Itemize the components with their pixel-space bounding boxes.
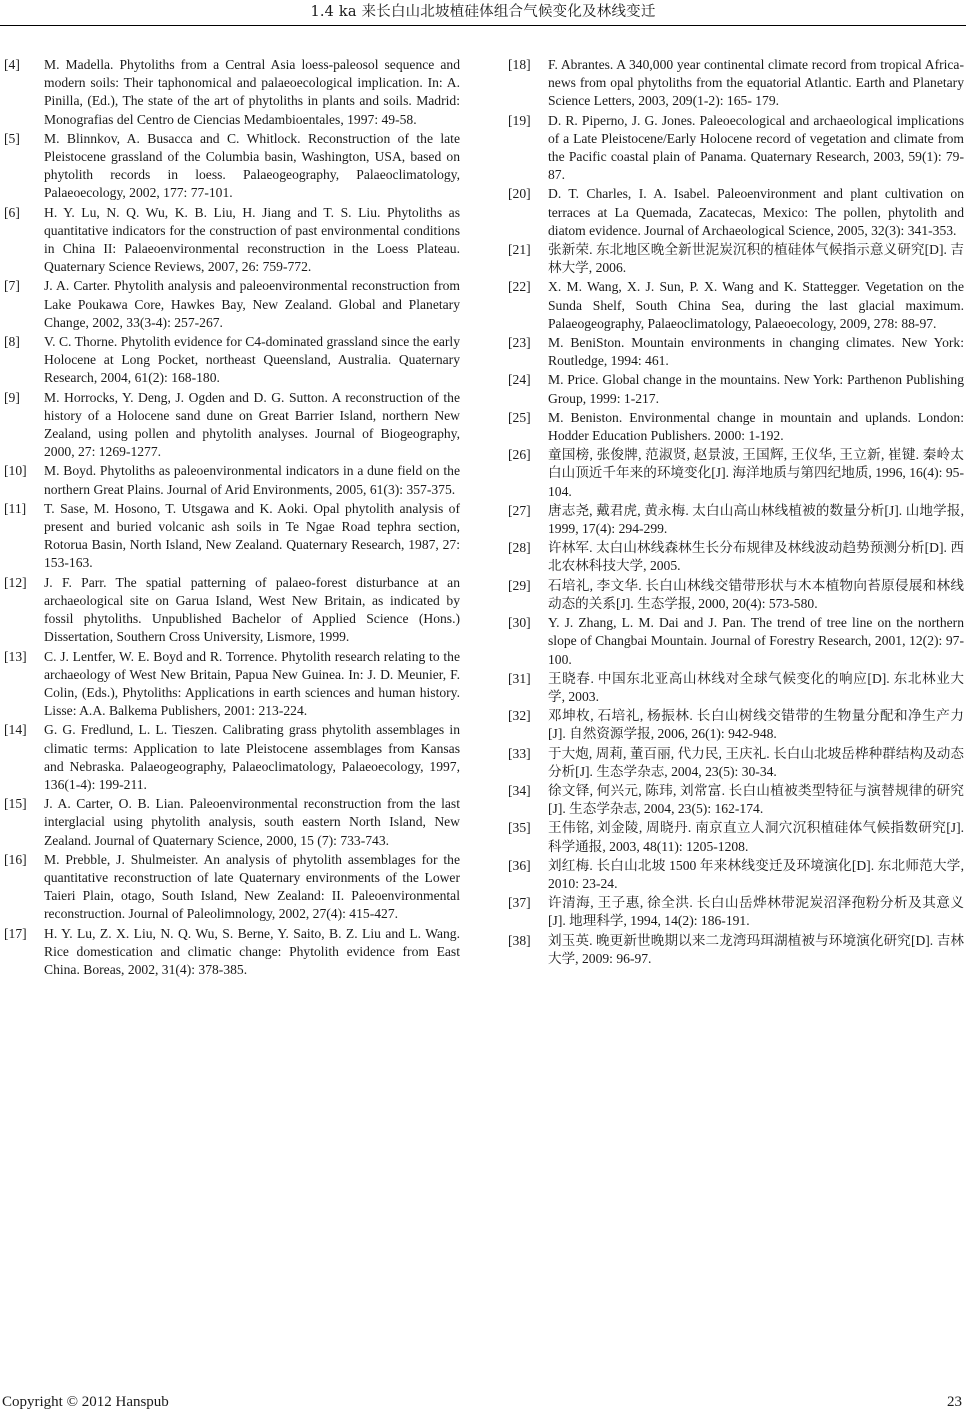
reference-entry — [4, 462, 460, 498]
reference-entry — [4, 389, 460, 462]
reference-entry — [4, 574, 460, 647]
reference-text: 徐文铎, 何兴元, 陈玮, 刘常富. 长白山植被类型特征与演替规律的研究[J]. 生态学杂志, 2004, 23(5): 162-174. — [548, 782, 964, 817]
reference-text: C. J. Lentfer, W. E. Boyd and R. Torrence. Phytolith research relating to the archaeology of West New Britain, Papua New Guinea. In: J. D. Meunier, F. Colin, (Eds.), Phytoliths: Applications in earth sciences and human history. Lisse: A.A. Balkema Publishers, 2001: 213-224. — [44, 648, 460, 719]
reference-text: G. G. Fredlund, L. L. Tieszen. Calibrating grass phytolith assemblages in climatic terms: Application to late Pleistocene assemblages from Kansas and Nebraska. Palaeogeography, Palaeoclimatology, Palaeoecology, 1997, 136(1-4): 199-211. — [44, 722, 460, 792]
reference-text: 童国榜, 张俊牌, 范淑贤, 赵景波, 王国辉, 王仪华, 王立新, 崔键. 秦岭太白山顶近千年来的环境变化[J]. 海洋地质与第四纪地质, 1996, 16(4): 95-104. — [548, 447, 964, 499]
reference-text: 王晓春. 中国东北亚高山林线对全球气候变化的响应[D]. 东北林业大学, 2003. — [548, 670, 964, 704]
reference-text: 唐志尧, 戴君虎, 黄永梅. 太白山高山林线植被的数量分析[J]. 山地学报, 1999, 17(4): 294-299. — [548, 502, 964, 537]
header-rule — [0, 25, 966, 26]
page-footer — [0, 1392, 966, 1412]
reference-text: T. Sase, M. Hosono, T. Utsgawa and K. Aoki. Opal phytolith analysis of present and buried volcanic ash soils in Te Ngae Road tephra section, Rotorua Basin, North Island, New Zealand. Quaternary Research, 1987, 27: 153-163. — [44, 500, 460, 571]
reference-entry — [4, 130, 460, 203]
reference-text: M. Madella. Phytoliths from a Central Asia loess-paleosol sequence and modern soils: Their taphonomical and palaeoecological implication. In: A. Pinilla, (Ed.), The state of the art of phytoliths in plants and soils. Madrid: Monografias del Centro de Ciencias Medambioentales, 1997: 49-58. — [44, 57, 460, 127]
reference-number: [8] — [4, 334, 20, 350]
reference-entry — [4, 925, 460, 980]
reference-number: [22] — [508, 279, 531, 295]
reference-number: [28] — [508, 540, 531, 556]
page-number: 23 — [947, 1394, 962, 1410]
reference-text: 于大炮, 周莉, 董百丽, 代力民, 王庆礼. 长白山北坡岳桦种群结构及动态分析[J]. 生态学杂志, 2004, 23(5): 30-34. — [548, 745, 964, 779]
reference-text: 石培礼, 李文华. 长白山林线交错带形状与木本植物向苔原侵展和林线动态的关系[J]. 生态学报, 2000, 20(4): 573-580. — [548, 577, 964, 611]
reference-number: [17] — [4, 925, 27, 941]
reference-entry — [508, 241, 964, 277]
reference-number: [13] — [4, 648, 27, 664]
reference-text: 邓坤枚, 石培礼, 杨振林. 长白山树线交错带的生物量分配和净生产力[J]. 自然资源学报, 2006, 26(1): 942-948. — [548, 708, 964, 742]
reference-entry — [508, 614, 964, 669]
reference-entry — [508, 707, 964, 743]
reference-text: D. R. Piperno, J. G. Jones. Paleoecological and archaeological implications of a Late Pleistocene/Early Holocene record of vegetation and climate from the Pacific coastal plain of Panama. Quaternary Research, 2003, 59(1): 79-87. — [548, 112, 964, 183]
reference-text: X. M. Wang, X. J. Sun, P. X. Wang and K. Stattegger. Vegetation on the Sunda Shelf, South China Sea, during the last glacial maximum. Palaeogeography, Palaeoclimatology, Palaeoecology, 2009, 278: 88-97. — [548, 279, 964, 331]
reference-number: [16] — [4, 851, 27, 867]
reference-entry — [508, 670, 964, 706]
reference-number: [6] — [4, 204, 20, 220]
reference-entry — [4, 795, 460, 850]
reference-number: [38] — [508, 932, 531, 948]
reference-number: [31] — [508, 670, 531, 686]
reference-entry — [508, 782, 964, 818]
references-right-column — [508, 56, 964, 969]
reference-entry — [508, 334, 964, 370]
reference-text: H. Y. Lu, Z. X. Liu, N. Q. Wu, S. Berne, Y. Saito, B. Z. Liu and L. Wang. Rice domestication and climatic change: Phytolith evidence from East China. Boreas, 2002, 31(4): 378-385. — [44, 925, 460, 977]
reference-text: V. C. Thorne. Phytolith evidence for C4-dominated grassland since the early Holocene at Long Pocket, northeast Queensland, Australia. Quaternary Research, 2004, 61(2): 168-180. — [44, 334, 460, 386]
reference-number: [20] — [508, 186, 531, 202]
reference-number: [7] — [4, 278, 20, 294]
reference-number: [33] — [508, 745, 531, 761]
reference-number: [12] — [4, 574, 27, 590]
reference-entry — [508, 409, 964, 445]
reference-text: M. Prebble, J. Shulmeister. An analysis of phytolith assemblages for the quantitative reconstruction of late Quaternary environments of the Lower Taieri Plain, otago, South Island, New Zealand: II. Paleoenvironmental reconstruction. Journal of Paleolimnology, 2002, 27(4): 415-427. — [44, 851, 460, 922]
reference-number: [10] — [4, 463, 27, 479]
reference-number: [37] — [508, 895, 531, 911]
references-left-column — [4, 56, 460, 980]
reference-text: J. A. Carter. Phytolith analysis and paleoenvironmental reconstruction from Lake Poukawa Core, Hawkes Bay, New Zealand. Global and Planetary Change, 2002, 33(3-4): 257-267. — [44, 278, 460, 330]
reference-number: [23] — [508, 335, 531, 351]
reference-number: [27] — [508, 502, 531, 518]
reference-number: [4] — [4, 57, 20, 72]
reference-text: M. BeniSton. Mountain environments in changing climates. New York: Routledge, 1994: 461. — [548, 335, 964, 369]
reference-entry — [508, 371, 964, 407]
reference-text: D. T. Charles, I. A. Isabel. Paleoenvironment and plant cultivation on terraces at La Quemada, Zacatecas, Mexico: The pollen, phytolith and diatom evidence. Journal of Archaeological Science, 2005, 32(3): 341-353. — [548, 186, 964, 238]
running-header: 1.4 ka 来长白山北坡植硅体组合气候变化及林线变迁 — [310, 4, 656, 20]
reference-entry — [508, 446, 964, 501]
reference-entry — [4, 721, 460, 794]
reference-text: 许林军. 太白山林线森林生长分布规律及林线波动趋势预测分析[D]. 西北农林科技大学, 2005. — [548, 540, 964, 574]
reference-entry — [508, 278, 964, 333]
reference-entry — [508, 56, 964, 111]
reference-entry — [508, 894, 964, 930]
reference-entry — [508, 745, 964, 781]
reference-number: [32] — [508, 708, 531, 724]
reference-number: [34] — [508, 782, 531, 798]
reference-entry — [4, 56, 460, 129]
reference-text: M. Boyd. Phytoliths as paleoenvironmental indicators in a dune field on the northern Great Plains. Journal of Arid Environments, 2005, 61(3): 357-375. — [44, 463, 460, 497]
reference-entry — [508, 539, 964, 575]
reference-text: F. Abrantes. A 340,000 year continental climate record from tropical Africa-news from opal phytoliths from the equatorial Atlantic. Earth and Planetary Science Letters, 2003, 209(1-2): 165- 179. — [548, 57, 964, 109]
reference-text: M. Beniston. Environmental change in mountain and uplands. London: Hodder Education Publishers. 2000: 1-192. — [548, 409, 964, 444]
reference-text: 刘玉英. 晚更新世晚期以来二龙湾玛珥湖植被与环境演化研究[D]. 吉林大学, 2009: 96-97. — [548, 932, 964, 966]
reference-entry — [4, 204, 460, 277]
reference-number: [25] — [508, 409, 531, 425]
reference-number: [24] — [508, 372, 531, 388]
reference-text: M. Horrocks, Y. Deng, J. Ogden and D. G. Sutton. A reconstruction of the history of a Holocene sand dune on Great Barrier Island, northern New Zealand, using pollen and phytolith analyses. Journal of Biogeography, 2000, 27: 1269-1277. — [44, 389, 460, 460]
copyright-notice: Copyright © 2012 Hanspub — [2, 1394, 169, 1410]
reference-text: Y. J. Zhang, L. M. Dai and J. Pan. The trend of tree line on the northern slope of Changbai Mountain. Journal of Forestry Research, 2001, 12(2): 97-100. — [548, 615, 964, 667]
reference-entry — [508, 819, 964, 855]
reference-entry — [4, 500, 460, 573]
reference-number: [26] — [508, 447, 531, 463]
reference-number: [21] — [508, 242, 531, 258]
reference-text: 许清海, 王子惠, 徐全洪. 长白山岳烨林带泥炭沼泽孢粉分析及其意义[J]. 地理科学, 1994, 14(2): 186-191. — [548, 895, 964, 929]
reference-text: 张新荣. 东北地区晚全新世泥炭沉积的植硅体气候指示意义研究[D]. 吉林大学, 2006. — [548, 242, 964, 276]
reference-number: [29] — [508, 577, 531, 593]
reference-number: [15] — [4, 796, 27, 812]
reference-entry — [508, 185, 964, 240]
reference-text: H. Y. Lu, N. Q. Wu, K. B. Liu, H. Jiang and T. S. Liu. Phytoliths as quantitative indicators for the construction of past environmental conditions in China II: Palaeoenvironmental reconstruction in the Loess Plateau. Quaternary Science Reviews, 2007, 26: 759-772. — [44, 204, 460, 275]
reference-number: [19] — [508, 112, 531, 128]
reference-entry — [4, 333, 460, 388]
reference-number: [5] — [4, 130, 20, 146]
reference-number: [14] — [4, 722, 27, 738]
reference-entry — [508, 577, 964, 613]
reference-entry — [508, 857, 964, 893]
reference-number: [11] — [4, 500, 27, 516]
reference-number: [30] — [508, 615, 531, 631]
reference-text: J. F. Parr. The spatial patterning of palaeo-forest disturbance at an archaeological site on Garua Island, West New Britain, as indicated by fossil phytoliths. Unpublished Bachelor of Applied Science (Hons.) Dissertation, Southern Cross University, Lismore, 1999. — [44, 574, 460, 645]
reference-entry — [508, 932, 964, 968]
reference-entry — [508, 502, 964, 538]
reference-entry — [4, 277, 460, 332]
reference-entry — [4, 851, 460, 924]
reference-entry — [4, 648, 460, 721]
reference-entry — [508, 112, 964, 185]
reference-number: [9] — [4, 389, 20, 405]
reference-text: J. A. Carter, O. B. Lian. Paleoenvironmental reconstruction from the last interglacial using phytolith analysis, south eastern North Island, New Zealand. Journal of Quaternary Science, 2000, 15 (7): 733-743. — [44, 796, 460, 848]
reference-text: 王伟铭, 刘金陵, 周晓丹. 南京直立人洞穴沉积植硅体气候指数研究[J]. 科学通报, 2003, 48(11): 1205-1208. — [548, 820, 964, 854]
reference-number: [18] — [508, 57, 531, 72]
reference-text: M. Price. Global change in the mountains. New York: Parthenon Publishing Group, 1999: 1-217. — [548, 372, 964, 406]
reference-text: 刘红梅. 长白山北坡 1500 年来林线变迁及环境演化[D]. 东北师范大学, 2010: 23-24. — [548, 857, 964, 891]
reference-number: [36] — [508, 857, 531, 873]
reference-number: [35] — [508, 820, 531, 836]
reference-text: M. Blinnkov, A. Busacca and C. Whitlock. Reconstruction of the late Pleistocene grassland of the Columbia basin, Washington, USA, based on phytolith records in loess. Palaeogeography, Palaeoclimatology, Palaeoecology, 2002, 177: 77-101. — [44, 130, 460, 201]
